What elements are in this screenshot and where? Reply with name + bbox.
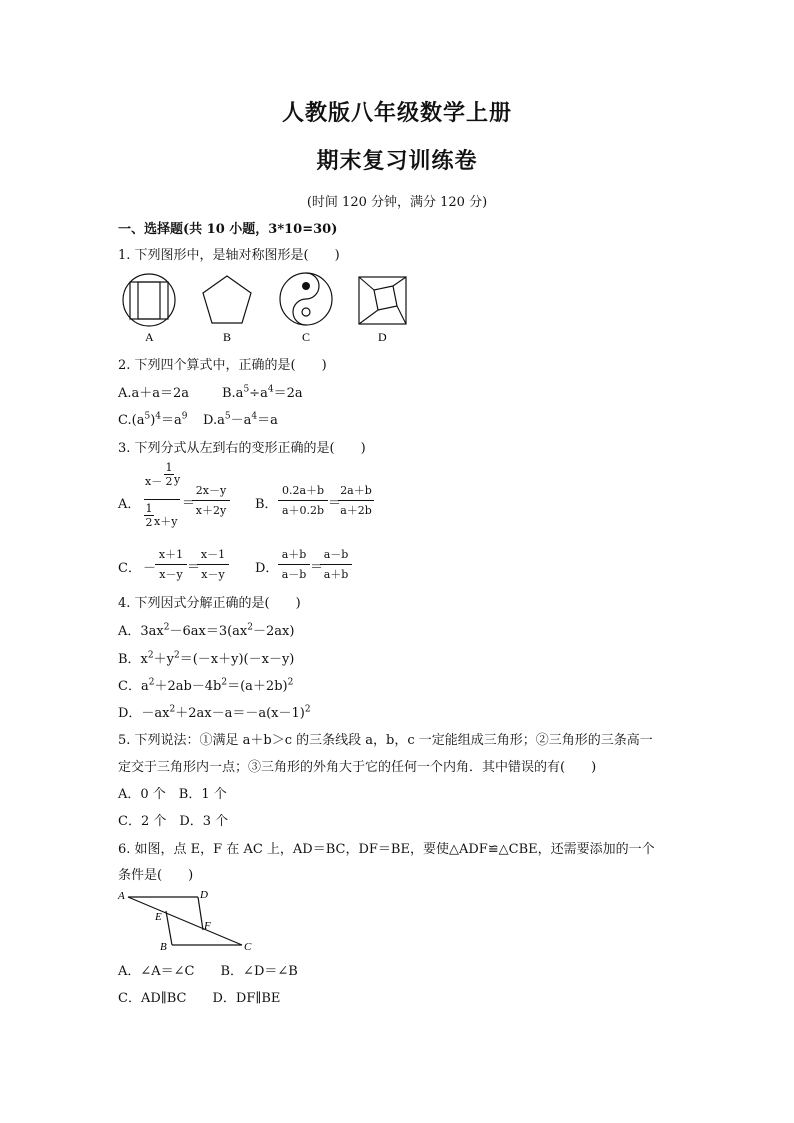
q3-b-rhs-num: 2a＋b — [340, 484, 372, 497]
q1-figure-b — [203, 276, 251, 323]
q4-b-pre: B．x — [118, 652, 148, 667]
q2-c-exp1: 5 — [144, 411, 151, 422]
q6-label-f: F — [204, 920, 211, 932]
q2-option-c — [118, 409, 188, 428]
q3-d-rhs — [320, 546, 352, 583]
q2-b-post: ＝2a — [273, 386, 303, 401]
q2-b-exp2: 4 — [267, 384, 274, 395]
q3-d-lhs-den: a－b — [281, 568, 307, 581]
q3-a-top-half — [164, 462, 174, 487]
q2-option-a: A.a＋a＝2a — [118, 386, 190, 401]
q2-option-d — [203, 409, 278, 428]
q4-c-e3: 2 — [287, 677, 294, 688]
q3-option-d-label: D． — [255, 561, 279, 576]
q4-option-b — [118, 648, 294, 667]
q3-a-rhs-bar — [192, 500, 230, 501]
q4-b-e2: 2 — [173, 650, 180, 661]
q6-line-ac — [128, 897, 242, 945]
q4-a-e1: 2 — [163, 622, 170, 633]
q3-option-c-label: C． — [118, 561, 141, 576]
q6-line-eb — [166, 911, 172, 945]
q2-c-exp3: 9 — [181, 411, 188, 422]
section-heading — [118, 218, 337, 237]
q2-d-post: ＝a — [257, 413, 278, 428]
q4-option-a — [118, 620, 294, 639]
q2-b-exp1: 5 — [243, 384, 250, 395]
q4-c-mid2: ＝(a＋2b) — [227, 679, 288, 694]
q3-c-sign: － — [143, 561, 157, 576]
q3-a-bot-half — [144, 503, 154, 528]
q1-label-a: A — [145, 330, 154, 344]
q3-b-lhs — [278, 482, 328, 519]
page-title: 人教版八年级数学上册 — [281, 100, 512, 126]
q4-c-e1: 2 — [148, 677, 155, 688]
q3-a-rhs — [192, 482, 230, 519]
q6-label-a: A — [118, 890, 125, 902]
q3-d-rhs-den: a＋b — [323, 568, 349, 581]
q3-a-eq: ＝ — [182, 496, 196, 511]
q2-b-mid: ÷a — [249, 386, 268, 401]
q3-d-lhs-bar — [278, 564, 310, 565]
q3-stem: 3. 下列分式从左到右的变形正确的是( ) — [118, 441, 366, 456]
q3-d-rhs-num: a－b — [323, 548, 349, 561]
q4-c-e2: 2 — [221, 677, 228, 688]
q3-a-top-half-num: 1 — [165, 461, 173, 474]
q6-label-e: E — [155, 911, 162, 923]
q2-d-base: D.a — [203, 413, 225, 428]
q2-option-b — [222, 382, 303, 401]
q2-c-exp2: 4 — [155, 411, 161, 422]
exam-time-note: (时间 120 分钟，满分 120 分) — [306, 195, 488, 210]
q2-c-mid: ) — [150, 413, 156, 428]
q1-figure-d — [359, 277, 406, 324]
q3-a-rhs-den: x＋2y — [195, 504, 227, 517]
q1-label-c: C — [302, 330, 311, 344]
q5-options-cd: C．2 个 D．3 个 — [118, 814, 229, 829]
q3-b-rhs-den: a＋2b — [340, 504, 372, 517]
q4-b-e1: 2 — [147, 650, 154, 661]
q1-stem: 1. 下列图形中，是轴对称图形是( ) — [118, 248, 340, 263]
q5-line2: 定交于三角形内一点；③三角形的外角大于它的任何一个内角．其中错误的有( ) — [118, 760, 597, 775]
q2-c-mid2: ＝a — [161, 413, 182, 428]
q5-line1: 5. 下列说法：①满足 a＋b＞c 的三条线段 a，b，c 一定能组成三角形；②三角形的三条高一 — [118, 733, 653, 748]
q3-a-top-x: x－ — [145, 475, 163, 488]
q4-b-mid: ＋y — [153, 652, 174, 667]
q3-a-bot-half-den: 2 — [145, 516, 153, 529]
q4-a-mid: －6ax＝3(ax — [169, 624, 248, 639]
q3-d-rhs-bar — [320, 564, 352, 565]
q4-c-pre: C．a — [118, 679, 149, 694]
q3-c-rhs-den: x－y — [201, 568, 225, 581]
q6-label-c: C — [244, 941, 252, 953]
q2-b-base: B.a — [222, 386, 244, 401]
q2-d-exp2: 4 — [251, 411, 258, 422]
q5-options-ab: A．0 个 B．1 个 — [118, 787, 227, 802]
q3-d-lhs — [278, 546, 310, 583]
q4-a-post: －2ax) — [253, 624, 295, 639]
q4-d-e2: 2 — [304, 704, 311, 715]
q4-a-pre: A．3ax — [118, 624, 164, 639]
q2-stem: 2. 下列四个算式中，正确的是( ) — [118, 358, 327, 373]
q6-figure — [116, 884, 266, 954]
q4-a-e2: 2 — [247, 622, 253, 633]
page-subtitle: 期末复习训练卷 — [316, 148, 478, 174]
q3-a-rhs-num: 2x－y — [195, 484, 227, 497]
q6-options-cd: C．AD∥BC D．DF∥BE — [118, 991, 281, 1006]
q3-c-lhs — [155, 546, 187, 583]
q3-c-rhs-bar — [197, 564, 229, 565]
q3-c-eq: ＝ — [187, 560, 201, 575]
q3-d-eq: ＝ — [310, 560, 324, 575]
q2-c-base: C.(a — [118, 413, 145, 428]
q3-b-rhs-bar — [338, 500, 374, 501]
q6-line2: 条件是( ) — [118, 868, 194, 883]
q3-a-top-half-den: 2 — [165, 475, 173, 488]
q3-a-bot-half-num: 1 — [145, 502, 153, 515]
q4-d-mid: ＋2ax－a＝－a(x－1) — [175, 706, 305, 721]
q1-label-b: B — [223, 330, 232, 344]
q3-b-lhs-num: 0.2a＋b — [281, 484, 325, 497]
q3-c-rhs — [197, 546, 229, 583]
q6-label-d: D — [200, 889, 208, 901]
q3-c-lhs-num: x＋1 — [158, 548, 184, 561]
q3-c-rhs-num: x－1 — [200, 548, 226, 561]
q3-c-lhs-den: x－y — [159, 568, 183, 581]
q3-option-b-label: B． — [255, 497, 278, 512]
q4-d-pre: D．－ax — [118, 706, 170, 721]
q3-b-rhs — [338, 482, 374, 519]
q3-option-a-label: A． — [118, 497, 141, 512]
q1-label-d: D — [378, 330, 387, 344]
q6-line-df — [198, 897, 203, 930]
q3-b-eq: ＝ — [328, 496, 342, 511]
q3-b-lhs-den: a＋0.2b — [281, 504, 325, 517]
q4-b-post: ＝(－x＋y)(－x－y) — [179, 652, 295, 667]
q2-d-exp1: 5 — [224, 411, 231, 422]
q4-stem: 4. 下列因式分解正确的是( ) — [118, 596, 301, 611]
q3-d-lhs-num: a＋b — [281, 548, 307, 561]
q6-label-b: B — [160, 941, 167, 953]
q1-figures — [118, 272, 418, 346]
q2-d-mid: －a — [230, 413, 252, 428]
q6-options-ab: A．∠A＝∠C B．∠D＝∠B — [118, 964, 298, 979]
q1-figure-a — [123, 274, 175, 326]
q4-d-e1: 2 — [169, 704, 176, 715]
q1-figure-c — [280, 273, 332, 325]
q4-option-c — [118, 675, 293, 694]
q3-c-lhs-bar — [155, 564, 187, 565]
q6-line1: 6. 如图，点 E，F 在 AC 上，AD＝BC，DF＝BE，要使△ADF≌△CBE，还需要添加的一个 — [118, 842, 655, 857]
q3-a-top-y: y — [174, 473, 181, 486]
section-heading-text: 一、选择题(共 10 小题，3*10=30) — [118, 222, 338, 237]
q4-c-mid: ＋2ab－4b — [154, 679, 222, 694]
q4-option-d — [118, 702, 311, 721]
q3-a-main-bar — [144, 499, 180, 500]
q3-a-bot-var: x＋y — [154, 515, 178, 528]
q3-b-lhs-bar — [278, 500, 328, 501]
